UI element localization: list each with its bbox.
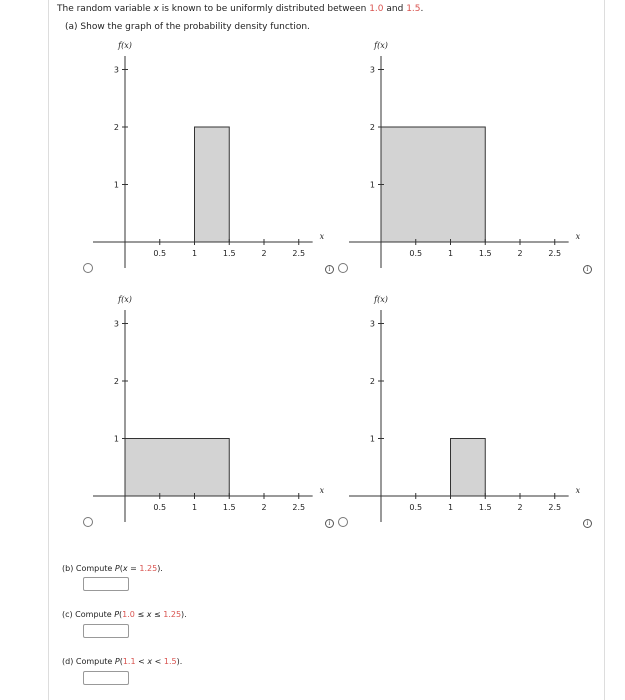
problem-statement: The random variable x is known to be uniformly distributed between 1.0 and 1.5. [57,4,424,14]
density-rect [381,127,485,242]
density-rect [195,127,230,242]
x-tick-label: 0.5 [409,249,423,258]
part-a-prompt: (a) Show the graph of the probability density function. [65,22,310,32]
pdf-chart-3 [90,292,350,522]
pdf-chart-1 [90,38,350,268]
x-axis-label: x [319,486,325,495]
y-tick-label: 3 [113,319,119,329]
graph-option-4-radio[interactable] [338,517,348,527]
graph-option-4 [346,292,606,522]
x-tick-label: 1.5 [222,503,236,512]
part-b-answer-input[interactable] [83,577,129,591]
x-tick-label: 0.5 [153,503,167,512]
x-tick-label: 2 [517,249,523,258]
y-tick-label: 3 [369,319,375,329]
x-tick-label: 2 [261,503,267,512]
graph-option-1 [90,38,350,268]
density-rect [451,439,486,497]
x-axis-label: x [319,232,325,241]
x-tick-label: 2 [261,249,267,258]
x-tick-label: 0.5 [153,249,167,258]
x-tick-label: 2 [517,503,523,512]
x-tick-label: 0.5 [409,503,423,512]
x-tick-label: 2.5 [548,503,562,512]
part-c-answer-input[interactable] [83,624,129,638]
y-tick-label: 3 [369,65,375,75]
y-tick-label: 1 [369,180,375,190]
x-tick-label: 1 [191,503,198,512]
y-tick-label: 2 [369,377,375,386]
graph-option-3-radio[interactable] [83,517,93,527]
pdf-chart-4 [346,292,606,522]
y-axis-label: f(x) [118,295,132,304]
x-tick-label: 2.5 [292,503,306,512]
part-d-answer-input[interactable] [83,671,129,685]
y-tick-label: 2 [369,123,375,132]
x-tick-label: 2.5 [292,249,306,258]
y-tick-label: 1 [113,180,119,190]
y-axis-label: f(x) [118,41,132,50]
y-tick-label: 1 [369,434,375,444]
pdf-chart-2 [346,38,606,268]
x-tick-label: 1.5 [478,249,492,258]
density-rect [125,439,229,497]
x-tick-label: 1.5 [478,503,492,512]
part-c-prompt: (c) Compute P(1.0 ≤ x ≤ 1.25). [62,610,187,619]
graph-option-3 [90,292,350,522]
x-axis-label: x [575,486,581,495]
graph-option-2-radio[interactable] [338,263,348,273]
part-d-prompt: (d) Compute P(1.1 < x < 1.5). [62,657,183,666]
info-icon[interactable]: i [583,519,592,528]
y-tick-label: 2 [113,377,119,386]
y-axis-label: f(x) [374,295,388,304]
graph-option-2 [346,38,606,268]
y-tick-label: 2 [113,123,119,132]
y-tick-label: 1 [113,434,119,444]
x-tick-label: 1 [447,249,454,258]
y-axis-label: f(x) [374,41,388,50]
info-icon[interactable]: i [325,265,334,274]
info-icon[interactable]: i [325,519,334,528]
x-tick-label: 1 [191,249,198,258]
x-tick-label: 1 [447,503,454,512]
x-axis-label: x [575,232,581,241]
graph-option-1-radio[interactable] [83,263,93,273]
part-b-prompt: (b) Compute P(x = 1.25). [62,564,163,573]
info-icon[interactable]: i [583,265,592,274]
x-tick-label: 1.5 [222,249,236,258]
x-tick-label: 2.5 [548,249,562,258]
y-tick-label: 3 [113,65,119,75]
